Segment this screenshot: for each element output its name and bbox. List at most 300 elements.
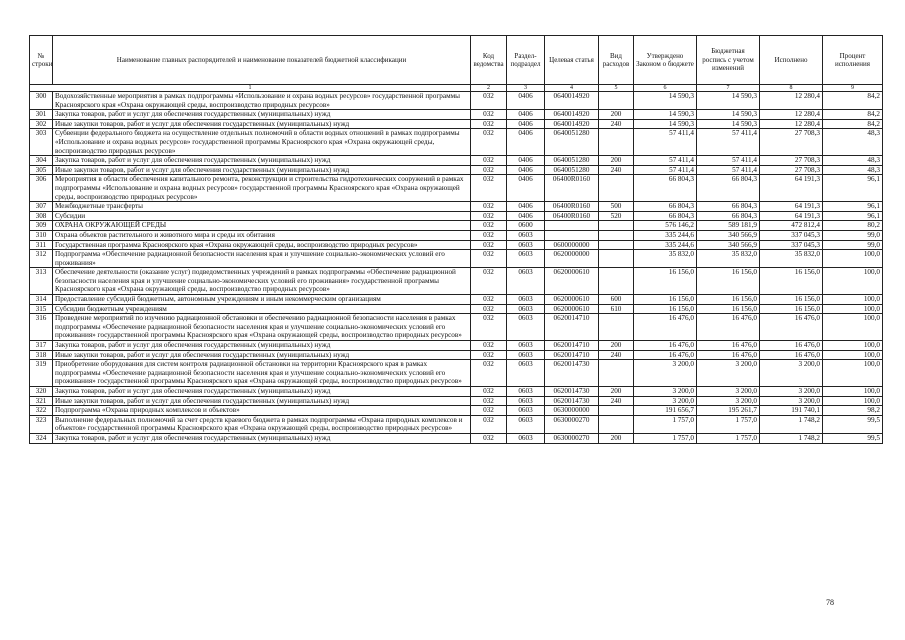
row-number-cell: 301 bbox=[30, 110, 53, 120]
row-name-cell: Проведение мероприятий по изучению радиационной обстановки и обеспечению радиационной безопасности населения в рамках подпрограммы «Обеспечение радиационной безопасности населения края и улучшение социально-экономических условий его проживания» государственной программы Красноярского края «Охрана окружающей среды, воспроизводство природных ресурсов» bbox=[53, 314, 471, 341]
department-code-cell: 032 bbox=[471, 295, 507, 305]
expense-type-cell: 200 bbox=[599, 156, 634, 166]
row-number-cell: 304 bbox=[30, 156, 53, 166]
expense-type-cell: 240 bbox=[599, 119, 634, 129]
header-department-code: Код ведомства bbox=[471, 36, 507, 85]
target-article-cell: 06400R0160 bbox=[545, 211, 599, 221]
row-name-cell: Субсидии бюджетным учреждениям bbox=[53, 304, 471, 314]
expense-type-cell: 200 bbox=[599, 433, 634, 443]
column-index: 6 bbox=[634, 85, 697, 92]
row-name-cell: Закупка товаров, работ и услуг для обеспечения государственных (муниципальных) нужд bbox=[53, 341, 471, 351]
expense-type-cell bbox=[599, 92, 634, 110]
executed-amount-cell: 16 476,0 bbox=[760, 350, 823, 360]
section-cell: 0603 bbox=[507, 396, 545, 406]
executed-amount-cell: 3 200,0 bbox=[760, 396, 823, 406]
expense-type-cell: 240 bbox=[599, 396, 634, 406]
row-name-cell: Закупка товаров, работ и услуг для обеспечения государственных (муниципальных) нужд bbox=[53, 387, 471, 397]
section-cell: 0603 bbox=[507, 341, 545, 351]
row-name-cell: Иные закупки товаров, работ и услуг для обеспечения государственных (муниципальных) нужд bbox=[53, 165, 471, 175]
schedule-amount-cell: 57 411,4 bbox=[697, 156, 760, 166]
department-code-cell: 032 bbox=[471, 360, 507, 387]
schedule-amount-cell: 14 590,3 bbox=[697, 110, 760, 120]
executed-amount-cell: 27 708,3 bbox=[760, 165, 823, 175]
table-row bbox=[30, 165, 883, 175]
target-article-cell: 0620014730 bbox=[545, 396, 599, 406]
approved-amount-cell: 66 804,3 bbox=[634, 175, 697, 202]
row-number-cell: 319 bbox=[30, 360, 53, 387]
table-body bbox=[30, 92, 883, 444]
target-article-cell: 0620014710 bbox=[545, 341, 599, 351]
execution-percent-cell: 100,0 bbox=[823, 387, 883, 397]
header-executed: Исполнено bbox=[760, 36, 823, 85]
row-number-cell: 305 bbox=[30, 165, 53, 175]
schedule-amount-cell: 16 476,0 bbox=[697, 341, 760, 351]
section-cell: 0406 bbox=[507, 211, 545, 221]
execution-percent-cell: 99,0 bbox=[823, 230, 883, 240]
department-code-cell: 032 bbox=[471, 110, 507, 120]
section-cell: 0406 bbox=[507, 92, 545, 110]
table-row bbox=[30, 268, 883, 295]
section-cell: 0406 bbox=[507, 175, 545, 202]
row-number-cell: 324 bbox=[30, 433, 53, 443]
target-article-cell: 0620000610 bbox=[545, 268, 599, 295]
expense-type-cell bbox=[599, 240, 634, 250]
row-name-cell: Подпрограмма «Охрана природных комплексов и объектов» bbox=[53, 406, 471, 416]
row-number-cell: 323 bbox=[30, 415, 53, 433]
section-cell: 0406 bbox=[507, 156, 545, 166]
department-code-cell: 032 bbox=[471, 350, 507, 360]
approved-amount-cell: 3 200,0 bbox=[634, 360, 697, 387]
row-number-cell: 318 bbox=[30, 350, 53, 360]
row-name-cell: Иные закупки товаров, работ и услуг для обеспечения государственных (муниципальных) нужд bbox=[53, 396, 471, 406]
schedule-amount-cell: 16 156,0 bbox=[697, 268, 760, 295]
section-cell: 0603 bbox=[507, 360, 545, 387]
schedule-amount-cell: 340 566,9 bbox=[697, 240, 760, 250]
schedule-amount-cell: 66 804,3 bbox=[697, 211, 760, 221]
executed-amount-cell: 1 748,2 bbox=[760, 415, 823, 433]
table-row bbox=[30, 406, 883, 416]
row-name-cell: Иные закупки товаров, работ и услуг для обеспечения государственных (муниципальных) нужд bbox=[53, 350, 471, 360]
execution-percent-cell: 100,0 bbox=[823, 341, 883, 351]
approved-amount-cell: 3 200,0 bbox=[634, 387, 697, 397]
execution-percent-cell: 84,2 bbox=[823, 92, 883, 110]
expense-type-cell: 200 bbox=[599, 387, 634, 397]
department-code-cell: 032 bbox=[471, 268, 507, 295]
section-cell: 0406 bbox=[507, 202, 545, 212]
target-article-cell bbox=[545, 230, 599, 240]
row-number-cell: 315 bbox=[30, 304, 53, 314]
section-cell: 0603 bbox=[507, 295, 545, 305]
target-article-cell bbox=[545, 221, 599, 231]
section-cell: 0603 bbox=[507, 250, 545, 268]
department-code-cell: 032 bbox=[471, 92, 507, 110]
section-cell: 0603 bbox=[507, 268, 545, 295]
schedule-amount-cell: 35 832,0 bbox=[697, 250, 760, 268]
approved-amount-cell: 57 411,4 bbox=[634, 156, 697, 166]
executed-amount-cell: 16 476,0 bbox=[760, 341, 823, 351]
target-article-cell: 0630000000 bbox=[545, 406, 599, 416]
table-row bbox=[30, 304, 883, 314]
approved-amount-cell: 191 656,7 bbox=[634, 406, 697, 416]
column-index: 4 bbox=[545, 85, 599, 92]
execution-percent-cell: 96,1 bbox=[823, 211, 883, 221]
executed-amount-cell: 12 280,4 bbox=[760, 110, 823, 120]
schedule-amount-cell: 16 156,0 bbox=[697, 295, 760, 305]
row-name-cell: Закупка товаров, работ и услуг для обеспечения государственных (муниципальных) нужд bbox=[53, 156, 471, 166]
row-name-cell: Подпрограмма «Обеспечение радиационной безопасности населения края и улучшение социально-экономических условий его проживания» bbox=[53, 250, 471, 268]
expense-type-cell bbox=[599, 230, 634, 240]
expense-type-cell bbox=[599, 415, 634, 433]
approved-amount-cell: 16 476,0 bbox=[634, 314, 697, 341]
row-name-cell: Иные закупки товаров, работ и услуг для обеспечения государственных (муниципальных) нужд bbox=[53, 119, 471, 129]
executed-amount-cell: 16 476,0 bbox=[760, 314, 823, 341]
row-number-cell: 306 bbox=[30, 175, 53, 202]
row-name-cell: Субсидии bbox=[53, 211, 471, 221]
row-number-cell: 321 bbox=[30, 396, 53, 406]
schedule-amount-cell: 16 476,0 bbox=[697, 350, 760, 360]
target-article-cell: 06400R0160 bbox=[545, 175, 599, 202]
target-article-cell: 0630000270 bbox=[545, 433, 599, 443]
approved-amount-cell: 35 832,0 bbox=[634, 250, 697, 268]
expense-type-cell bbox=[599, 250, 634, 268]
row-name-cell: Приобретение оборудования для систем контроля радиационной обстановки на территории Красноярского края в рамках подпрограммы «Обеспечение радиационной безопасности населения края и улучшение социально-экономических условий его проживания» государственной программы Красноярского края «Охрана окружающей среды, воспроизводство природных ресурсов» bbox=[53, 360, 471, 387]
expense-type-cell: 610 bbox=[599, 304, 634, 314]
section-cell: 0603 bbox=[507, 304, 545, 314]
row-number-cell: 308 bbox=[30, 211, 53, 221]
target-article-cell: 0640014920 bbox=[545, 119, 599, 129]
table-row bbox=[30, 295, 883, 305]
section-cell: 0603 bbox=[507, 350, 545, 360]
executed-amount-cell: 12 280,4 bbox=[760, 119, 823, 129]
approved-amount-cell: 16 156,0 bbox=[634, 268, 697, 295]
table-row bbox=[30, 350, 883, 360]
table-row bbox=[30, 221, 883, 231]
header-budget-schedule: Бюджетная роспись с учетом изменений bbox=[697, 36, 760, 85]
row-name-cell: Закупка товаров, работ и услуг для обеспечения государственных (муниципальных) нужд bbox=[53, 433, 471, 443]
target-article-cell: 0600000000 bbox=[545, 240, 599, 250]
section-cell: 0600 bbox=[507, 221, 545, 231]
row-number-cell: 316 bbox=[30, 314, 53, 341]
expense-type-cell: 520 bbox=[599, 211, 634, 221]
execution-percent-cell: 100,0 bbox=[823, 350, 883, 360]
row-number-cell: 310 bbox=[30, 230, 53, 240]
target-article-cell: 0620014710 bbox=[545, 350, 599, 360]
column-index: 7 bbox=[697, 85, 760, 92]
section-cell: 0406 bbox=[507, 165, 545, 175]
target-article-cell: 06400R0160 bbox=[545, 202, 599, 212]
budget-table-sheet bbox=[29, 35, 883, 444]
department-code-cell: 032 bbox=[471, 387, 507, 397]
section-cell: 0406 bbox=[507, 129, 545, 156]
row-name-cell: Мероприятия в области обеспечения капитального ремонта, реконструкции и строительства гидротехнических сооружений в рамках подпрограммы «Использование и охрана водных ресурсов» государственной программы Красноярского края «Охрана окружающей среды, воспроизводство природных ресурсов» bbox=[53, 175, 471, 202]
execution-percent-cell: 100,0 bbox=[823, 250, 883, 268]
table-row bbox=[30, 119, 883, 129]
schedule-amount-cell: 57 411,4 bbox=[697, 165, 760, 175]
execution-percent-cell: 100,0 bbox=[823, 295, 883, 305]
row-name-cell: ОХРАНА ОКРУЖАЮЩЕЙ СРЕДЫ bbox=[53, 221, 471, 231]
row-number-cell: 317 bbox=[30, 341, 53, 351]
schedule-amount-cell: 3 200,0 bbox=[697, 360, 760, 387]
executed-amount-cell: 35 832,0 bbox=[760, 250, 823, 268]
section-cell: 0603 bbox=[507, 415, 545, 433]
header-name: Наименование главных распорядителей и наименование показателей бюджетной классификации bbox=[53, 36, 471, 85]
executed-amount-cell: 64 191,3 bbox=[760, 175, 823, 202]
schedule-amount-cell: 16 476,0 bbox=[697, 314, 760, 341]
table-row bbox=[30, 129, 883, 156]
schedule-amount-cell: 589 181,9 bbox=[697, 221, 760, 231]
table-row bbox=[30, 110, 883, 120]
expense-type-cell bbox=[599, 314, 634, 341]
target-article-cell: 0620014730 bbox=[545, 360, 599, 387]
target-article-cell: 0640014920 bbox=[545, 92, 599, 110]
execution-percent-cell: 96,1 bbox=[823, 202, 883, 212]
section-cell: 0406 bbox=[507, 119, 545, 129]
execution-percent-cell: 98,2 bbox=[823, 406, 883, 416]
executed-amount-cell: 337 045,3 bbox=[760, 230, 823, 240]
column-index: 9 bbox=[823, 85, 883, 92]
target-article-cell: 0620014710 bbox=[545, 314, 599, 341]
row-number-cell: 302 bbox=[30, 119, 53, 129]
section-cell: 0603 bbox=[507, 240, 545, 250]
executed-amount-cell: 64 191,3 bbox=[760, 202, 823, 212]
table-row bbox=[30, 250, 883, 268]
column-index-row bbox=[30, 85, 883, 92]
row-number-cell: 314 bbox=[30, 295, 53, 305]
target-article-cell: 0620000610 bbox=[545, 295, 599, 305]
executed-amount-cell: 16 156,0 bbox=[760, 304, 823, 314]
executed-amount-cell: 1 748,2 bbox=[760, 433, 823, 443]
expense-type-cell: 500 bbox=[599, 202, 634, 212]
approved-amount-cell: 335 244,6 bbox=[634, 240, 697, 250]
schedule-amount-cell: 16 156,0 bbox=[697, 304, 760, 314]
expense-type-cell: 600 bbox=[599, 295, 634, 305]
department-code-cell: 032 bbox=[471, 230, 507, 240]
table-row bbox=[30, 360, 883, 387]
execution-percent-cell: 84,2 bbox=[823, 119, 883, 129]
executed-amount-cell: 64 191,3 bbox=[760, 211, 823, 221]
schedule-amount-cell: 3 200,0 bbox=[697, 396, 760, 406]
expense-type-cell: 200 bbox=[599, 110, 634, 120]
schedule-amount-cell: 14 590,3 bbox=[697, 119, 760, 129]
approved-amount-cell: 16 156,0 bbox=[634, 304, 697, 314]
department-code-cell: 032 bbox=[471, 433, 507, 443]
executed-amount-cell: 472 812,4 bbox=[760, 221, 823, 231]
table-row bbox=[30, 341, 883, 351]
header-approved: Утверждено Законом о бюджете bbox=[634, 36, 697, 85]
approved-amount-cell: 16 476,0 bbox=[634, 350, 697, 360]
executed-amount-cell: 3 200,0 bbox=[760, 387, 823, 397]
column-index: 3 bbox=[507, 85, 545, 92]
expense-type-cell bbox=[599, 221, 634, 231]
row-name-cell: Государственная программа Красноярского края «Охрана окружающей среды, воспроизводство природных ресурсов» bbox=[53, 240, 471, 250]
execution-percent-cell: 99,5 bbox=[823, 415, 883, 433]
column-index: 5 bbox=[599, 85, 634, 92]
execution-percent-cell: 100,0 bbox=[823, 360, 883, 387]
target-article-cell: 0640051280 bbox=[545, 156, 599, 166]
row-number-cell: 303 bbox=[30, 129, 53, 156]
table-row bbox=[30, 202, 883, 212]
executed-amount-cell: 12 280,4 bbox=[760, 92, 823, 110]
row-number-cell: 320 bbox=[30, 387, 53, 397]
section-cell: 0603 bbox=[507, 230, 545, 240]
approved-amount-cell: 3 200,0 bbox=[634, 396, 697, 406]
target-article-cell: 0630000270 bbox=[545, 415, 599, 433]
table-row bbox=[30, 387, 883, 397]
schedule-amount-cell: 66 804,3 bbox=[697, 202, 760, 212]
table-row bbox=[30, 92, 883, 110]
schedule-amount-cell: 1 757,0 bbox=[697, 415, 760, 433]
row-number-cell: 322 bbox=[30, 406, 53, 416]
department-code-cell: 032 bbox=[471, 396, 507, 406]
approved-amount-cell: 16 156,0 bbox=[634, 295, 697, 305]
executed-amount-cell: 27 708,3 bbox=[760, 156, 823, 166]
approved-amount-cell: 576 146,2 bbox=[634, 221, 697, 231]
schedule-amount-cell: 66 804,3 bbox=[697, 175, 760, 202]
column-index: 8 bbox=[760, 85, 823, 92]
department-code-cell: 032 bbox=[471, 202, 507, 212]
department-code-cell: 032 bbox=[471, 304, 507, 314]
approved-amount-cell: 335 244,6 bbox=[634, 230, 697, 240]
row-name-cell: Субвенции федерального бюджета на осуществление отдельных полномочий в области водных отношений в рамках подпрограммы «Использование и охрана водных ресурсов» государственной программы Красноярского края «Охрана окружающей среды, воспроизводство природных ресурсов» bbox=[53, 129, 471, 156]
expense-type-cell bbox=[599, 175, 634, 202]
table-row bbox=[30, 175, 883, 202]
table-row bbox=[30, 415, 883, 433]
row-name-cell: Водохозяйственные мероприятия в рамках подпрограммы «Использование и охрана водных ресурсов» государственной программы Красноярского края «Охрана окружающей среды, воспроизводство природных ресурсов» bbox=[53, 92, 471, 110]
table-row bbox=[30, 156, 883, 166]
department-code-cell: 032 bbox=[471, 221, 507, 231]
schedule-amount-cell: 1 757,0 bbox=[697, 433, 760, 443]
executed-amount-cell: 16 156,0 bbox=[760, 295, 823, 305]
execution-percent-cell: 99,0 bbox=[823, 240, 883, 250]
budget-table bbox=[29, 35, 883, 444]
header-section: Раздел-подраздел bbox=[507, 36, 545, 85]
column-index: 2 bbox=[471, 85, 507, 92]
row-name-cell: Выполнение федеральных полномочий за счет средств краевого бюджета в рамках подпрограммы «Охрана природных комплексов и объектов» государственной программы Красноярского края «Охрана окружающей среды, воспроизводство природных ресурсов» bbox=[53, 415, 471, 433]
department-code-cell: 032 bbox=[471, 341, 507, 351]
approved-amount-cell: 14 590,3 bbox=[634, 92, 697, 110]
target-article-cell: 0620014730 bbox=[545, 387, 599, 397]
execution-percent-cell: 100,0 bbox=[823, 314, 883, 341]
expense-type-cell: 240 bbox=[599, 165, 634, 175]
execution-percent-cell: 100,0 bbox=[823, 304, 883, 314]
row-name-cell: Обеспечение деятельности (оказание услуг) подведомственных учреждений в рамках подпрограммы «Обеспечение радиационной безопасности населения края и улучшение социально-экономических условий его проживания» государственной программы Красноярского края «Охрана окружающей среды, воспроизводство природных ресурсов» bbox=[53, 268, 471, 295]
executed-amount-cell: 3 200,0 bbox=[760, 360, 823, 387]
table-row bbox=[30, 433, 883, 443]
table-row bbox=[30, 230, 883, 240]
approved-amount-cell: 57 411,4 bbox=[634, 165, 697, 175]
target-article-cell: 0640051280 bbox=[545, 129, 599, 156]
execution-percent-cell: 84,2 bbox=[823, 110, 883, 120]
executed-amount-cell: 337 045,3 bbox=[760, 240, 823, 250]
target-article-cell: 0640051280 bbox=[545, 165, 599, 175]
row-name-cell: Закупка товаров, работ и услуг для обеспечения государственных (муниципальных) нужд bbox=[53, 110, 471, 120]
department-code-cell: 032 bbox=[471, 175, 507, 202]
execution-percent-cell: 48,3 bbox=[823, 165, 883, 175]
expense-type-cell bbox=[599, 360, 634, 387]
department-code-cell: 032 bbox=[471, 129, 507, 156]
schedule-amount-cell: 57 411,4 bbox=[697, 129, 760, 156]
executed-amount-cell: 27 708,3 bbox=[760, 129, 823, 156]
target-article-cell: 0640014920 bbox=[545, 110, 599, 120]
department-code-cell: 032 bbox=[471, 406, 507, 416]
approved-amount-cell: 14 590,3 bbox=[634, 119, 697, 129]
row-number-cell: 307 bbox=[30, 202, 53, 212]
approved-amount-cell: 66 804,3 bbox=[634, 211, 697, 221]
department-code-cell: 032 bbox=[471, 156, 507, 166]
header-expense-type: Вид расходов bbox=[599, 36, 634, 85]
header-execution-percent: Процент исполнения bbox=[823, 36, 883, 85]
table-row bbox=[30, 314, 883, 341]
expense-type-cell bbox=[599, 406, 634, 416]
section-cell: 0603 bbox=[507, 314, 545, 341]
row-number-cell: 312 bbox=[30, 250, 53, 268]
section-cell: 0603 bbox=[507, 433, 545, 443]
department-code-cell: 032 bbox=[471, 314, 507, 341]
row-name-cell: Охрана объектов растительного и животного мира и среды их обитания bbox=[53, 230, 471, 240]
table-header bbox=[30, 36, 883, 92]
execution-percent-cell: 48,3 bbox=[823, 129, 883, 156]
expense-type-cell: 240 bbox=[599, 350, 634, 360]
approved-amount-cell: 66 804,3 bbox=[634, 202, 697, 212]
department-code-cell: 032 bbox=[471, 119, 507, 129]
department-code-cell: 032 bbox=[471, 415, 507, 433]
executed-amount-cell: 16 156,0 bbox=[760, 268, 823, 295]
row-number-cell: 300 bbox=[30, 92, 53, 110]
header-target-article: Целевая статья bbox=[545, 36, 599, 85]
execution-percent-cell: 80,2 bbox=[823, 221, 883, 231]
schedule-amount-cell: 3 200,0 bbox=[697, 387, 760, 397]
page-number: 78 bbox=[826, 598, 834, 607]
approved-amount-cell: 14 590,3 bbox=[634, 110, 697, 120]
approved-amount-cell: 57 411,4 bbox=[634, 129, 697, 156]
header-row-number: № строки bbox=[30, 36, 53, 85]
executed-amount-cell: 191 740,1 bbox=[760, 406, 823, 416]
department-code-cell: 032 bbox=[471, 165, 507, 175]
expense-type-cell: 200 bbox=[599, 341, 634, 351]
schedule-amount-cell: 195 261,7 bbox=[697, 406, 760, 416]
row-name-cell: Предоставление субсидий бюджетным, автономным учреждениям и иным некоммерческим организациям bbox=[53, 295, 471, 305]
execution-percent-cell: 100,0 bbox=[823, 268, 883, 295]
schedule-amount-cell: 14 590,3 bbox=[697, 92, 760, 110]
section-cell: 0603 bbox=[507, 406, 545, 416]
section-cell: 0603 bbox=[507, 387, 545, 397]
row-number-cell: 311 bbox=[30, 240, 53, 250]
row-number-cell: 313 bbox=[30, 268, 53, 295]
target-article-cell: 0620000000 bbox=[545, 250, 599, 268]
execution-percent-cell: 99,5 bbox=[823, 433, 883, 443]
approved-amount-cell: 1 757,0 bbox=[634, 433, 697, 443]
table-row bbox=[30, 240, 883, 250]
schedule-amount-cell: 340 566,9 bbox=[697, 230, 760, 240]
department-code-cell: 032 bbox=[471, 211, 507, 221]
execution-percent-cell: 96,1 bbox=[823, 175, 883, 202]
approved-amount-cell: 16 476,0 bbox=[634, 341, 697, 351]
row-name-cell: Межбюджетные трансферты bbox=[53, 202, 471, 212]
department-code-cell: 032 bbox=[471, 240, 507, 250]
target-article-cell: 0620000610 bbox=[545, 304, 599, 314]
expense-type-cell bbox=[599, 268, 634, 295]
department-code-cell: 032 bbox=[471, 250, 507, 268]
expense-type-cell bbox=[599, 129, 634, 156]
column-index: 1 bbox=[30, 85, 471, 92]
execution-percent-cell: 100,0 bbox=[823, 396, 883, 406]
table-row bbox=[30, 396, 883, 406]
table-row bbox=[30, 211, 883, 221]
section-cell: 0406 bbox=[507, 110, 545, 120]
execution-percent-cell: 48,3 bbox=[823, 156, 883, 166]
row-number-cell: 309 bbox=[30, 221, 53, 231]
approved-amount-cell: 1 757,0 bbox=[634, 415, 697, 433]
